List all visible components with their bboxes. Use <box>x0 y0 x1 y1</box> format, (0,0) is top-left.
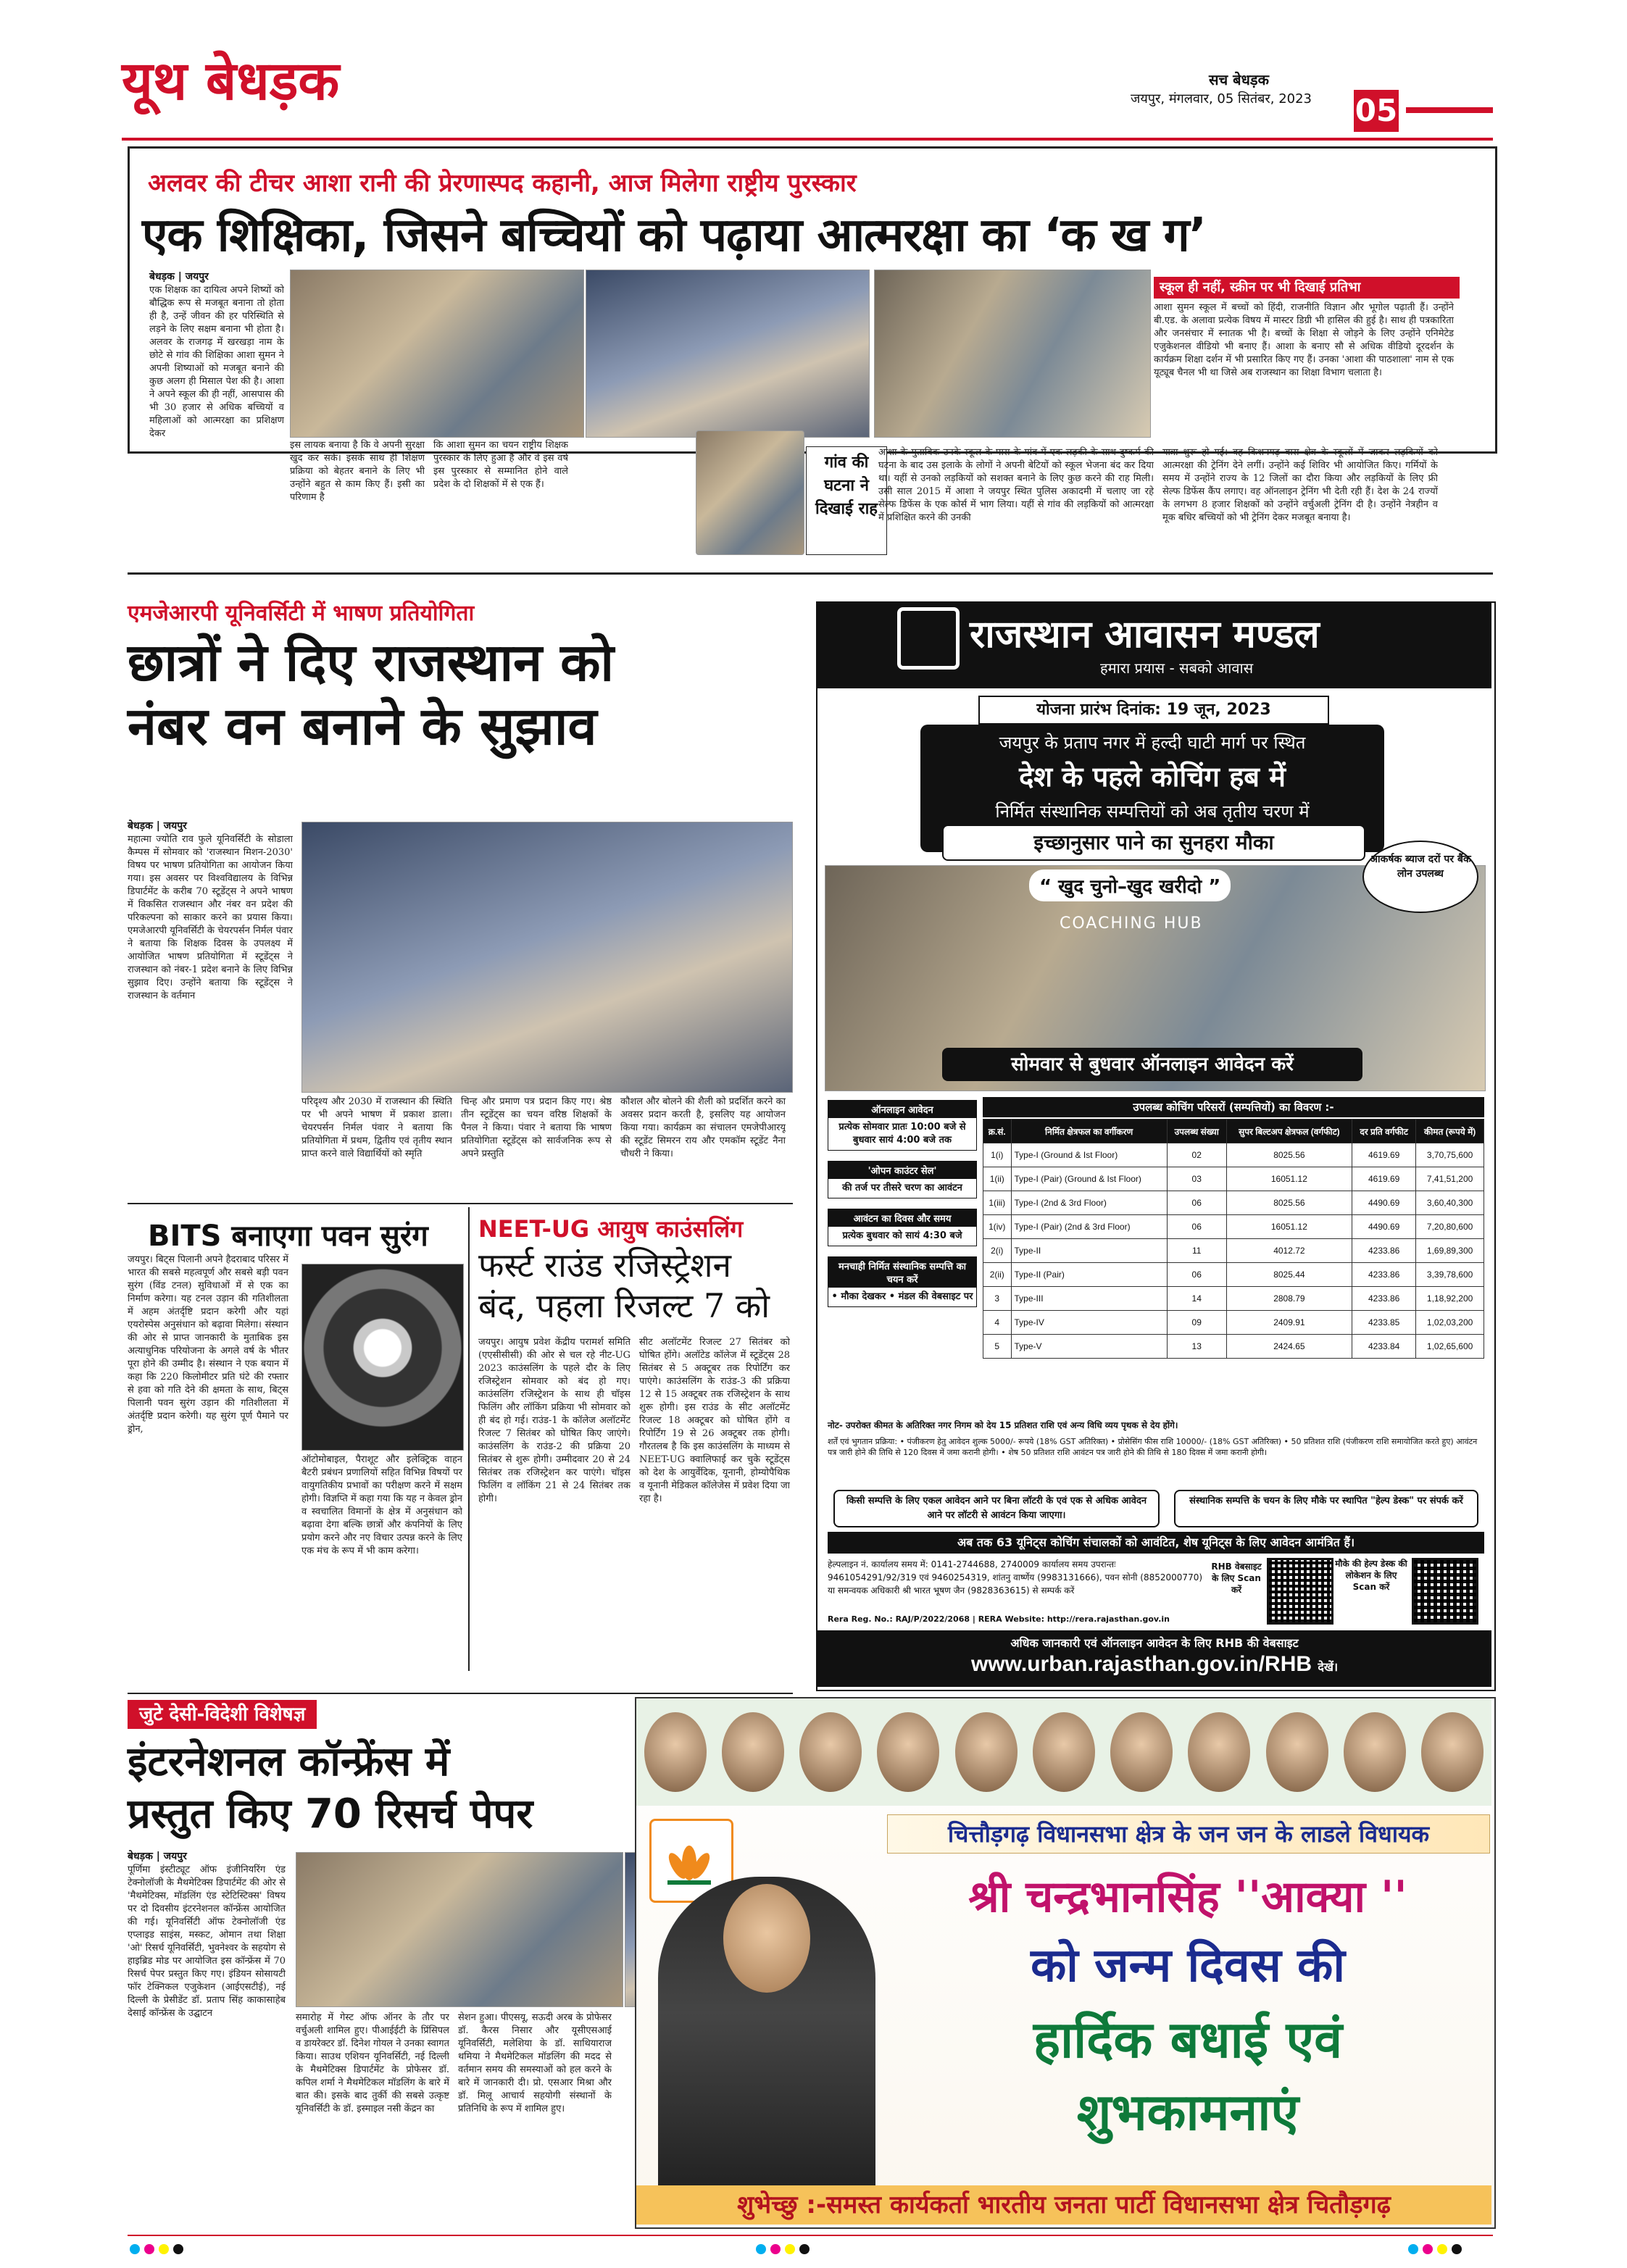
table-cell: 4490.69 <box>1352 1215 1416 1239</box>
mla-portrait <box>658 1877 875 2217</box>
bday-footer: शुभेच्छु :-समस्त कार्यकर्ता भारतीय जनता पार्टी विधानसभा क्षेत्र चितौड़गढ़ <box>636 2185 1491 2225</box>
rhb-info-right: संस्थानिक सम्पत्ति के चयन के लिए मौके पर स्थापित "हेल्प डेस्क" पर संपर्क करें <box>1174 1490 1478 1527</box>
table-cell: 3,70,75,600 <box>1416 1143 1484 1167</box>
rhb-info-box-body: प्रत्येक बुधवार को सायं 4:30 बजे <box>842 1230 962 1241</box>
story1-box-title: स्कूल ही नहीं, स्क्रीन पर भी दिखाई प्रतिभा <box>1154 277 1460 299</box>
rhb-terms: शर्तें एवं भुगतान प्रक्रिया: • पंजीकरण हेतु आवेदन शुल्क 5000/- रूपये (18% GST अतिरिक्त) • प्रोसेसिंग फीस राशि 10000/- (18% GST अतिरिक्त) • 50 प्रतिशत राशि (पंजीकरण राशि समायोजित करते हुए) आवंटन पत्र जारी होने की तिथि से 120 दिवस में जमा करानी होगी। • शेष 50 प्रतिशत राशि आवंटन पत्र जारी होने की तिथि से 180 दिवस में जमा करानी होगी। <box>828 1437 1478 1457</box>
leader-portrait <box>1266 1712 1328 1792</box>
story1-box-text: आशा सुमन स्कूल में बच्चों को हिंदी, राजनीति विज्ञान और भूगोल पढ़ाती हैं। उन्होंने बी.एड. के अलावा प्रत्येक विषय में मास्टर डिग्री भी हासिल की हुई है। साथ ही पत्रकारिता और जनसंचार में स्नातक भी है। बच्चों के शिक्षा से जोड़ने के लिए उन्होंने एनिमेटेड एजुकेशनल वीडियो भी बनाए हैं। आशा के बनाए सौ से अधिक वीडियो दूरदर्शन के कार्यक्रम शिक्षा दर्शन में भी प्रसारित किए गए हैं। उनका 'आशा की पाठशाला' नाम से एक यूट्यूब चैनल भी था जिसे अब राजस्थान का शिक्षा विभाग चलाता है। <box>1154 302 1454 378</box>
table-cell: 1,18,92,200 <box>1416 1287 1484 1311</box>
table-row <box>983 1191 1484 1215</box>
leader-portrait <box>1033 1712 1095 1792</box>
story4-col2: सीट अलॉटमेंट रिजल्ट 27 सितंबर को घोषित होंगे। अलॉटेड कॉलेज में स्टूडेंट्स 28 सितंबर से 5 अक्टूबर तक रिपोर्टिंग कर पाएंगे। काउंसलिंग के राउंड-3 की प्रक्रिया 12 से 15 अक्टूबर तक रजिस्ट्रेशन के साथ शुरू होगी। इस राउंड के सीट अलॉटमेंट रिजल्ट 18 अक्टूबर को घोषित होंगे व रिपोर्टिंग 19 से 26 अक्टूबर तक होगी। गौरतलब है कि इस काउंसलिंग के माध्यम से NEET-UG क्वालिफाई कर चुके स्टूडेंट्स को देश के आयुर्वेदिक, यूनानी, होम्योपैथिक व यूनानी मेडिकल कॉलेजेस में प्रवेश दिया जा रहा है। <box>639 1337 790 1504</box>
col-header: कीमत (रूपये में) <box>1416 1120 1484 1143</box>
story3-headline: BITS बनाएगा पवन सुरंग <box>148 1220 428 1253</box>
print-registration-marks <box>128 2243 186 2257</box>
story1-col3: कि आशा सुमन का चयन राष्ट्रीय शिक्षक पुरस्कार के लिए हुआ है और वे इस वर्ष इस पुरस्कार से सम्मानित होने वाले प्रदेश के दो शिक्षकों में से एक हैं। <box>433 440 568 490</box>
table-cell: Type-I (2nd & 3rd Floor) <box>1011 1191 1167 1215</box>
rhb-left-boxes <box>828 1100 977 1307</box>
table-row <box>983 1287 1484 1311</box>
rhb-rera: Rera Reg. No.: RAJ/P/2022/2068 | RERA Website: http://rera.rajasthan.gov.in <box>828 1614 1170 1624</box>
footer-rule <box>128 2235 1493 2236</box>
rhb-url-suffix: देखें। <box>1318 1662 1339 1674</box>
table-cell: 5 <box>983 1335 1012 1359</box>
table-cell: 1,02,65,600 <box>1416 1335 1484 1359</box>
bday-line5: शुभकामनाएं <box>1076 2083 1299 2142</box>
table-cell: 1,02,03,200 <box>1416 1311 1484 1335</box>
rhb-footer <box>817 1630 1491 1687</box>
table-cell: 4233.85 <box>1352 1311 1416 1335</box>
table-cell: 4233.84 <box>1352 1335 1416 1359</box>
table-cell: 1(iii) <box>983 1191 1012 1215</box>
table-cell: 06 <box>1167 1191 1226 1215</box>
table-cell: Type-II (Pair) <box>1011 1263 1167 1287</box>
rhb-allotted-bar: अब तक 63 यूनिट्स कोचिंग संचालकों को आवंटित, शेष यूनिट्स के लिए आवेदन आमंत्रित हैं। <box>828 1532 1484 1554</box>
table-row <box>983 1311 1484 1335</box>
col-header: निर्मित क्षेत्रफल का वर्गीकरण <box>1011 1120 1167 1143</box>
table-cell: 2424.65 <box>1226 1335 1352 1359</box>
rhb-info-box-body: • मौका देखकर • मंडल की वेबसाइट पर <box>831 1291 973 1302</box>
table-cell: 14 <box>1167 1287 1226 1311</box>
story5-headline <box>128 1736 533 1840</box>
rhb-note: नोट- उपरोक्त कीमत के अतिरिक्त नगर निगम को देय 15 प्रतिशत राशि एवं अन्य विधि व्यय पृथक से देय होंगे। <box>828 1420 1178 1430</box>
rhb-logo-icon <box>897 607 960 670</box>
story5-headline-line1: इंटरनेशनल कॉन्फ्रेंस में <box>128 1738 450 1785</box>
rhb-header <box>817 603 1491 688</box>
table-cell: 13 <box>1167 1335 1226 1359</box>
story4-headline-line1: फर्स्ट राउंड रजिस्ट्रेशन <box>478 1246 732 1285</box>
leader-portrait <box>799 1712 862 1792</box>
leader-portrait <box>877 1712 939 1792</box>
table-row <box>983 1263 1484 1287</box>
rhb-promo-line2: देश के पहले कोचिंग हब में <box>1019 761 1286 793</box>
story5-headline-line2: प्रस्तुत किए 70 रिसर्च पेपर <box>128 1790 533 1838</box>
story5-photo-group <box>296 1852 623 2007</box>
bank-loan-badge: आकर्षक ब्याज दरों पर बैंक लोन उपलब्ध <box>1362 841 1478 913</box>
rhb-info-box-body: प्रत्येक सोमवार प्रातः 10:00 बजे से बुधवार सायं 4:00 बजे तक <box>839 1122 966 1146</box>
story1-photo-students <box>586 270 870 438</box>
table-cell: 1(i) <box>983 1143 1012 1167</box>
table-cell: 4233.86 <box>1352 1263 1416 1287</box>
masthead-brand: सच बेधड़क <box>1209 71 1269 88</box>
bday-line1: चित्तौड़गढ़ विधानसभा क्षेत्र के जन जन के लाडले विधायक <box>887 1814 1490 1854</box>
story1-col5: यात्रा शुरू हो गई। वह किशनगढ़ बास क्षेत्र के स्कूलों में जाकर लड़कियों को आत्मरक्षा की ट्रेनिंग देने लगीं। उन्होंने कई शिविर भी आयोजित किए। गर्मियों के समय में उन्होंने राज्य के 12 जिलों का दौरा किया और लड़कियों के लिए फ्री सेल्फ डिफेंस कैंप लगाए। वह ऑनलाइन ट्रेनिंग भी देती रही हैं। देश के 24 राज्यों के लगभग 8 हजार शिक्षकों को उन्होंने वर्चुअली ट्रेनिंग दी है। उन्होंने नेत्रहीन व मूक बधिर बच्चियों को भी ट्रेनिंग देकर मजबूत बनाया है। <box>1162 447 1438 523</box>
rhb-info-box <box>828 1100 977 1151</box>
table-cell: 4619.69 <box>1352 1143 1416 1167</box>
table-cell: 16051.12 <box>1226 1167 1352 1191</box>
table-cell: 03 <box>1167 1167 1226 1191</box>
rhb-info-box-title: आवंटन का दिवस और समय <box>828 1209 976 1227</box>
table-row <box>983 1215 1484 1239</box>
print-registration-marks <box>1406 2243 1464 2257</box>
story5-col2: समारोह में गेस्ट ऑफ ऑनर के तौर पर वर्चुअली शामिल हुए। पीआईईटी के प्रिंसिपल व डायरेक्टर डॉ. दिनेश गोयल ने उनका स्वागत किया। साउथ एशियन यूनिवर्सिटी, नई दिल्ली के मैथमेटिक्स डिपार्टमेंट के प्रोफेसर डॉ. कपिल शर्मा ने मैथमेटिकल मॉडलिंग के बारे में बात की। इसके बाद तुर्की की सबसे उत्कृष्ट यूनिवर्सिटी के डॉ. इस्माइल नसी केंद्रन का <box>296 2012 449 2114</box>
story4-col1: जयपुर। आयुष प्रवेश केंद्रीय परामर्श समिति (एएसीसीसी) की ओर से चल रहे नीट-UG 2023 काउंसलिंग के पहले दौर के लिए रजिस्ट्रेशन सोमवार को बंद हो गए। काउंसलिंग रजिस्ट्रेशन के साथ ही चॉइस फिलिंग और लॉकिंग प्रक्रिया भी सोमवार को ही बंद हो गई। राउंड-1 के कॉलेज अलॉटमेंट रिजल्ट 7 सितंबर को घोषित किए जाएंगे। काउंसलिंग के राउंड-2 की प्रक्रिया 20 सितंबर से शुरू होगी। उम्मीदवार 20 से 24 सितंबर तक रजिस्ट्रेशन कर पाएंगे। चॉइस फिलिंग व लॉकिंग 21 से 24 सितंबर तक होगी। <box>478 1337 631 1504</box>
divider <box>128 1203 793 1204</box>
table-cell: 06 <box>1167 1215 1226 1239</box>
building-sign: COACHING HUB <box>1060 914 1203 933</box>
table-cell: 4233.86 <box>1352 1287 1416 1311</box>
qr-code-icon[interactable] <box>1267 1558 1333 1625</box>
table-cell: 09 <box>1167 1311 1226 1335</box>
table-cell: 4233.86 <box>1352 1239 1416 1263</box>
rhb-more-info: अधिक जानकारी एवं ऑनलाइन आवेदन के लिए RHB की वेबसाइट <box>1010 1636 1299 1650</box>
table-cell: 3,60,40,300 <box>1416 1191 1484 1215</box>
table-cell: 2808.79 <box>1226 1287 1352 1311</box>
table-cell: 02 <box>1167 1143 1226 1167</box>
table-cell: 2(i) <box>983 1239 1012 1263</box>
story1-col4: आशा के मुताबिक उनके स्कूल के पास के गांव में एक लड़की के साथ दुष्कर्म की घटना के बाद उस इलाके के लोगों ने अपनी बेटियों को स्कूल भेजना बंद कर दिया था। यहीं से उनको लड़कियों को सशक्त बनाने के लिए कुछ करने की राह मिली। उसी साल 2015 में आशा ने जयपुर स्थित पुलिस अकादमी में चलाए जा रहे सेल्फ डिफेंस के एक कोर्स में भाग लिया। यहीं से गांव की लड़कियों को आत्मरक्षा में प्रशिक्षित करने की उनकी <box>878 447 1154 523</box>
story2-headline <box>128 630 614 758</box>
teacher-portrait <box>696 430 804 555</box>
byline: बेधड़क | जयपुर <box>128 1851 187 1862</box>
leader-portrait <box>1188 1712 1250 1792</box>
table-cell: Type-II <box>1011 1239 1167 1263</box>
story2-headline-line2: नंबर वन बनाने के सुझाव <box>128 696 597 756</box>
rhb-scheme-date: योजना प्रारंभ दिनांक: 19 जून, 2023 <box>978 696 1329 725</box>
rhb-info-box-title: 'ओपन काउंटर सेल' <box>828 1162 976 1179</box>
rhb-table-title: उपलब्ध कोचिंग परिसरों (सम्पत्तियों) का विवरण :- <box>983 1097 1484 1117</box>
wind-tunnel-photo <box>301 1264 464 1451</box>
story2-headline-line1: छात्रों ने दिए राजस्थान को <box>128 632 615 693</box>
col-header: दर प्रति वर्गफीट <box>1352 1120 1416 1143</box>
story2-col2: परिदृश्य और 2030 में राजस्थान की स्थिति पर भी अपने भाषण में प्रकाश डाला। चेयरपर्सन निर्मल पंवार ने बताया कि प्रतियोगिता में प्रथम, द्वितीय एवं तृतीय स्थान प्राप्त करने वाले विद्यार्थियों को स्मृति <box>301 1096 452 1159</box>
leader-portrait <box>1421 1712 1484 1792</box>
rhb-info-box <box>828 1256 977 1307</box>
table-cell: 1(iv) <box>983 1215 1012 1239</box>
rhb-info-left: किसी सम्पत्ति के लिए एकल आवेदन आने पर बिना लॉटरी के एवं एक से अधिक आवेदन आने पर लॉटरी से आवंटन किया जाएगा। <box>833 1490 1160 1527</box>
masthead-rule <box>122 138 1493 141</box>
rhb-tagline: हमारा प्रयास - सबको आवास <box>1100 659 1254 677</box>
mla-name: श्री चन्द्रभानसिंह ''आक्या '' <box>968 1872 1407 1922</box>
story2-kicker: एमजेआरपी यूनिवर्सिटी में भाषण प्रतियोगिता <box>128 601 475 626</box>
rhb-helpline: हेल्पलाइन नं. कार्यालय समय में: 0141-2744688, 2740009 कार्यालय समय उपरान्तः 9461054291/92/319 एवं 9460254319, शांतनु वार्ष्णेय (9983131666), पवन सोनी (8852000770) या समन्वयक अधिकारी श्री भारत भूषण जैन (9828363615) से सम्पर्क करें <box>828 1559 1203 1596</box>
table-cell: 1,69,89,300 <box>1416 1239 1484 1263</box>
divider <box>128 1693 793 1694</box>
divider <box>468 1207 470 1671</box>
rhb-promo-line1: जयपुर के प्रताप नगर में हल्दी घाटी मार्ग पर स्थित <box>999 733 1306 753</box>
table-cell: 8025.44 <box>1226 1263 1352 1287</box>
rhb-org-name: राजस्थान आवासन मण्डल <box>970 613 1320 656</box>
table-row <box>983 1167 1484 1191</box>
story5-kicker: जुटे देसी-विदेशी विशेषज्ञ <box>128 1700 317 1729</box>
table-cell: 06 <box>1167 1263 1226 1287</box>
rhb-url-link[interactable]: www.urban.rajasthan.gov.in/RHB <box>970 1652 1312 1676</box>
table-row <box>983 1335 1484 1359</box>
section-title: यूथ बेधड़क <box>122 50 340 112</box>
bday-line3: को जन्म दिवस की <box>1031 1939 1345 1993</box>
table-row <box>983 1143 1484 1167</box>
table-cell: Type-I (Pair) (2nd & 3rd Floor) <box>1011 1215 1167 1239</box>
rhb-property-table <box>983 1119 1484 1359</box>
table-cell: 8025.56 <box>1226 1191 1352 1215</box>
table-cell: 7,41,51,200 <box>1416 1167 1484 1191</box>
leaders-photo-strip <box>636 1698 1491 1806</box>
story3-col2: ऑटोमोबाइल, पैराशूट और इलेक्ट्रिक वाहन बैटरी प्रबंधन प्रणालियों सहित विभिन्न विषयों पर वायुगतिकीय प्रभावों का परीक्षण करने में सक्षम होगी। विज्ञप्ति में कहा गया कि यह न केवल ड्रोन व स्वचालित विमानों के क्षेत्र में अनुसंधान को बढ़ावा देगा बल्कि छात्रों और कंपनियों के लिए प्रयोग करने और नए विचार उत्पन्न करने के लिए एक मंच के रूप में भी काम करेगा। <box>301 1454 462 1556</box>
story1-side-label: गांव की घटना ने दिखाई राह <box>806 446 887 555</box>
table-cell: 2409.91 <box>1226 1311 1352 1335</box>
rhb-info-box-title: ऑनलाइन आवेदन <box>828 1101 976 1118</box>
page-number: 05 <box>1354 90 1399 132</box>
story4-kicker: NEET-UG आयुष काउंसलिंग <box>478 1215 744 1243</box>
story1-photo-training <box>290 270 584 438</box>
leader-portrait <box>644 1712 707 1792</box>
col-header: सुपर बिल्टअप क्षेत्रफल (वर्गफीट) <box>1226 1120 1352 1143</box>
dateline: जयपुर, मंगलवार, 05 सितंबर, 2023 <box>1131 91 1312 107</box>
story2-col3: चिन्ह और प्रमाण पत्र प्रदान किए गए। श्रेष्ठ तीन स्टूडेंट्स का चयन वरिष्ठ शिक्षकों के पैनल ने किया। पंवार ने बताया कि भाषण प्रतियोगिता स्टूडेंट्स को सार्वजनिक रूप से अपने प्रस्तुति <box>461 1096 612 1159</box>
story1-col2: इस लायक बनाया है कि वे अपनी सुरक्षा खुद कर सकें। इसके साथ ही शिक्षण प्रक्रिया को बेहतर बनाने के लिए भी उन्होंने बहुत से काम किए हैं। इसी का परिणाम है <box>290 440 425 503</box>
story1-headline: एक शिक्षिका, जिसने बच्चियों को पढ़ाया आत्मरक्षा का ‘क ख ग’ <box>142 209 1206 262</box>
leader-portrait <box>1110 1712 1173 1792</box>
rhb-online-bar: सोमवार से बुधवार ऑनलाइन आवेदन करें <box>942 1048 1362 1081</box>
table-cell: Type-III <box>1011 1287 1167 1311</box>
story2-col1: महात्मा ज्योति राव फुले यूनिवर्सिटी के सोडाला कैम्पस में सोमवार को 'राजस्थान मिशन-2030' विषय पर भाषण प्रतियोगिता का आयोजन किया गया। इस अवसर पर विश्वविद्यालय के विभिन्न डिपार्टमेंट के करीब 70 स्टूडेंट्स ने अपने भाषण में विकसित राजस्थान और नंबर वन प्रदेश की परिकल्पना को साकार करने का प्रयास किया। एमजेआरपी यूनिवर्सिटी के चेयरपर्सन निर्मल पंवार ने बताया कि शिक्षक दिवस के उपलक्ष्य में आयोजित भाषण प्रतियोगिता में स्टूडेंट्स ने राजस्थान को नंबर-1 प्रदेश बनाने के लिए विभिन्न सुझाव दिए। उन्होंने बताया कि स्टूडेंट्स ने राजस्थान के वर्तमान <box>128 834 293 1001</box>
story1-kicker: अलवर की टीचर आशा रानी की प्रेरणास्पद कहानी, आज मिलेगा राष्ट्रीय पुरस्कार <box>148 169 857 198</box>
table-cell: 16051.12 <box>1226 1215 1352 1239</box>
qr2-label: मौके की हेल्प डेस्क की लोकेशन के लिए Scan करें <box>1335 1559 1407 1592</box>
bday-line4: हार्दिक बधाई एवं <box>1033 2010 1343 2069</box>
rhb-promo-line3: निर्मित संस्थानिक सम्पत्तियों को अब तृतीय चरण में <box>995 801 1310 822</box>
col-header: उपलब्ध संख्या <box>1167 1120 1226 1143</box>
byline: बेधड़क | जयपुर <box>149 271 209 283</box>
table-cell: Type-IV <box>1011 1311 1167 1335</box>
rhb-promo-line4: इच्छानुसार पाने का सुनहरा मौका <box>942 825 1365 861</box>
rhb-info-box-title: मनचाही निर्मित संस्थानिक सम्पत्ति का चयन करें <box>828 1257 976 1288</box>
rhb-info-box <box>828 1209 977 1246</box>
table-cell: 3 <box>983 1287 1012 1311</box>
story2-col4: कौशल और बोलने की शैली को प्रदर्शित करने का अवसर प्रदान करती है, इसलिए यह आयोजन किया गया। कार्यक्रम का संचालन एमजेपीआरयू की स्टूडेंट सिमरन राय और एमकॉम स्टूडेंट नैना चौधरी ने किया। <box>620 1096 786 1159</box>
byline: बेधड़क | जयपुर <box>128 820 187 832</box>
table-cell: Type-V <box>1011 1335 1167 1359</box>
rhb-info-box <box>828 1161 977 1198</box>
table-cell: 7,20,80,600 <box>1416 1215 1484 1239</box>
table-cell: 11 <box>1167 1239 1226 1263</box>
print-registration-marks <box>754 2243 812 2257</box>
table-cell: 1(ii) <box>983 1167 1012 1191</box>
table-cell: 4619.69 <box>1352 1167 1416 1191</box>
table-cell: 4 <box>983 1311 1012 1335</box>
story2-photo-audience <box>301 822 793 1093</box>
table-cell: 3,39,78,600 <box>1416 1263 1484 1287</box>
story1-col1: एक शिक्षक का दायित्व अपने शिष्यों को बौद्धिक रूप से मजबूत बनाना तो होता ही है, उन्हें जीवन की हर परिस्थिति से लड़ने के लिए सक्षम बनाना भी होता है। अलवर के राजगढ़ में खरखड़ा नाम के छोटे से गांव की शिक्षिका आशा सुमन ने अपनी शिष्याओं को मजबूत बनाने की कुछ अलग ही मिसाल पेश की है। आशा ने अपने स्कूल की ही नहीं, आसपास की भी 30 हजार से अधिक बच्चियों व महिलाओं को आत्मरक्षा का प्रशिक्षण देकर <box>149 285 284 439</box>
col-header: क्र.सं. <box>983 1120 1012 1143</box>
table-cell: 4012.72 <box>1226 1239 1352 1263</box>
table-header-row <box>983 1120 1484 1143</box>
pen-decoration <box>1406 107 1493 113</box>
leader-portrait <box>955 1712 1018 1792</box>
table-cell: 2(ii) <box>983 1263 1012 1287</box>
rhb-slogan: “ खुद चुनो–खुद खरीदो ” <box>1029 870 1231 901</box>
story3-col1: जयपुर। बिट्स पिलानी अपने हैदराबाद परिसर में भारत की सबसे महत्वपूर्ण और सबसे बड़ी पवन सुरंग (विंड टनल) सुविधाओं में से एक का निर्माण करेगा। यह टनल उड़ान की गतिशीलता में अहम अंतर्दृष्टि प्रदान करेगी और यहां एयरोस्पेस अनुसंधान को बढ़ावा मिलेगा। संस्थान की ओर से प्राप्त जानकारी के मुताबिक इस अत्याधुनिक परियोजना के अगले वर्ष के भीतर पूरा होने की उम्मीद है। संस्थान ने एक बयान में कहा कि 220 किलोमीटर प्रति घंटे की रफ्तार से हवा को गति देने की क्षमता के साथ, बिट्स पिलानी पवन सुरंग उड़ान की गतिशीलता में अंतर्दृष्टि प्रदान करेगी। यह सुरंग पूर्ण पैमाने पर ड्रोन, <box>128 1254 288 1435</box>
leader-portrait <box>722 1712 784 1792</box>
rhb-info-box-body: की तर्ज पर तीसरे चरण का आवंटन <box>842 1183 962 1193</box>
table-cell: 4490.69 <box>1352 1191 1416 1215</box>
story5-col3: सेशन हुआ। पीएसयू, सऊदी अरब के प्रोफेसर डॉ. कैरस निसार और यूसीएसआई यूनिवर्सिटी, मलेशिया के डॉ. साथियाराज थमिया ने मैथमेटिकल मॉडलिंग की मदद से वर्तमान समय की समस्याओं को हल करने के बारे में जानकारी दी। प्रो. एसआर मिश्रा और डॉ. मिलू आचार्य सहयोगी संस्थानों के प्रतिनिधि के रूप में शामिल हुए। <box>458 2012 612 2114</box>
table-cell: Type-I (Pair) (Ground & Ist Floor) <box>1011 1167 1167 1191</box>
divider <box>128 572 1493 575</box>
story5-col1: पूर्णिमा इंस्टीट्यूट ऑफ इंजीनियरिंग एंड टेक्नोलॉजी के मैथमेटिक्स डिपार्टमेंट की ओर से 'मैथमेटिक्स, मॉडलिंग एंड स्टेटिस्टिक्स' विषय पर दो दिवसीय इंटरनेशनल कॉन्फ्रेंस आयोजित की गई। यूनिवर्सिटी ऑफ टेक्नोलॉजी एंड एप्लाइड साइंस, मस्कट, ओमान तथा शिक्षा 'ओ' रिसर्च यूनिवर्सिटी, भुवनेश्वर के सहयोग से हाइब्रिड मोड पर आयोजित इस कॉन्फ्रेंस में 70 रिसर्च पेपर प्रस्तुत किए गए। इंडियन सोसायटी फॉर टेक्निकल एजुकेशन (आईएसटीई), नई दिल्ली के प्रेसीडेंट डॉ. प्रताप सिंह काकासाहेब देसाई कॉन्फ्रेंस के उद्घाटन <box>128 1864 286 2019</box>
story4-headline <box>478 1245 770 1326</box>
table-row <box>983 1239 1484 1263</box>
table-cell: 8025.56 <box>1226 1143 1352 1167</box>
story4-headline-line2: बंद, पहला रिजल्ट 7 को <box>478 1286 770 1325</box>
leader-portrait <box>1344 1712 1406 1792</box>
story1-photo-selfdefense <box>874 270 1151 438</box>
table-cell: Type-I (Ground & Ist Floor) <box>1011 1143 1167 1167</box>
qr1-label: RHB वेबसाइट के लिए Scan करें <box>1211 1562 1262 1595</box>
qr-code-icon[interactable] <box>1412 1558 1478 1625</box>
